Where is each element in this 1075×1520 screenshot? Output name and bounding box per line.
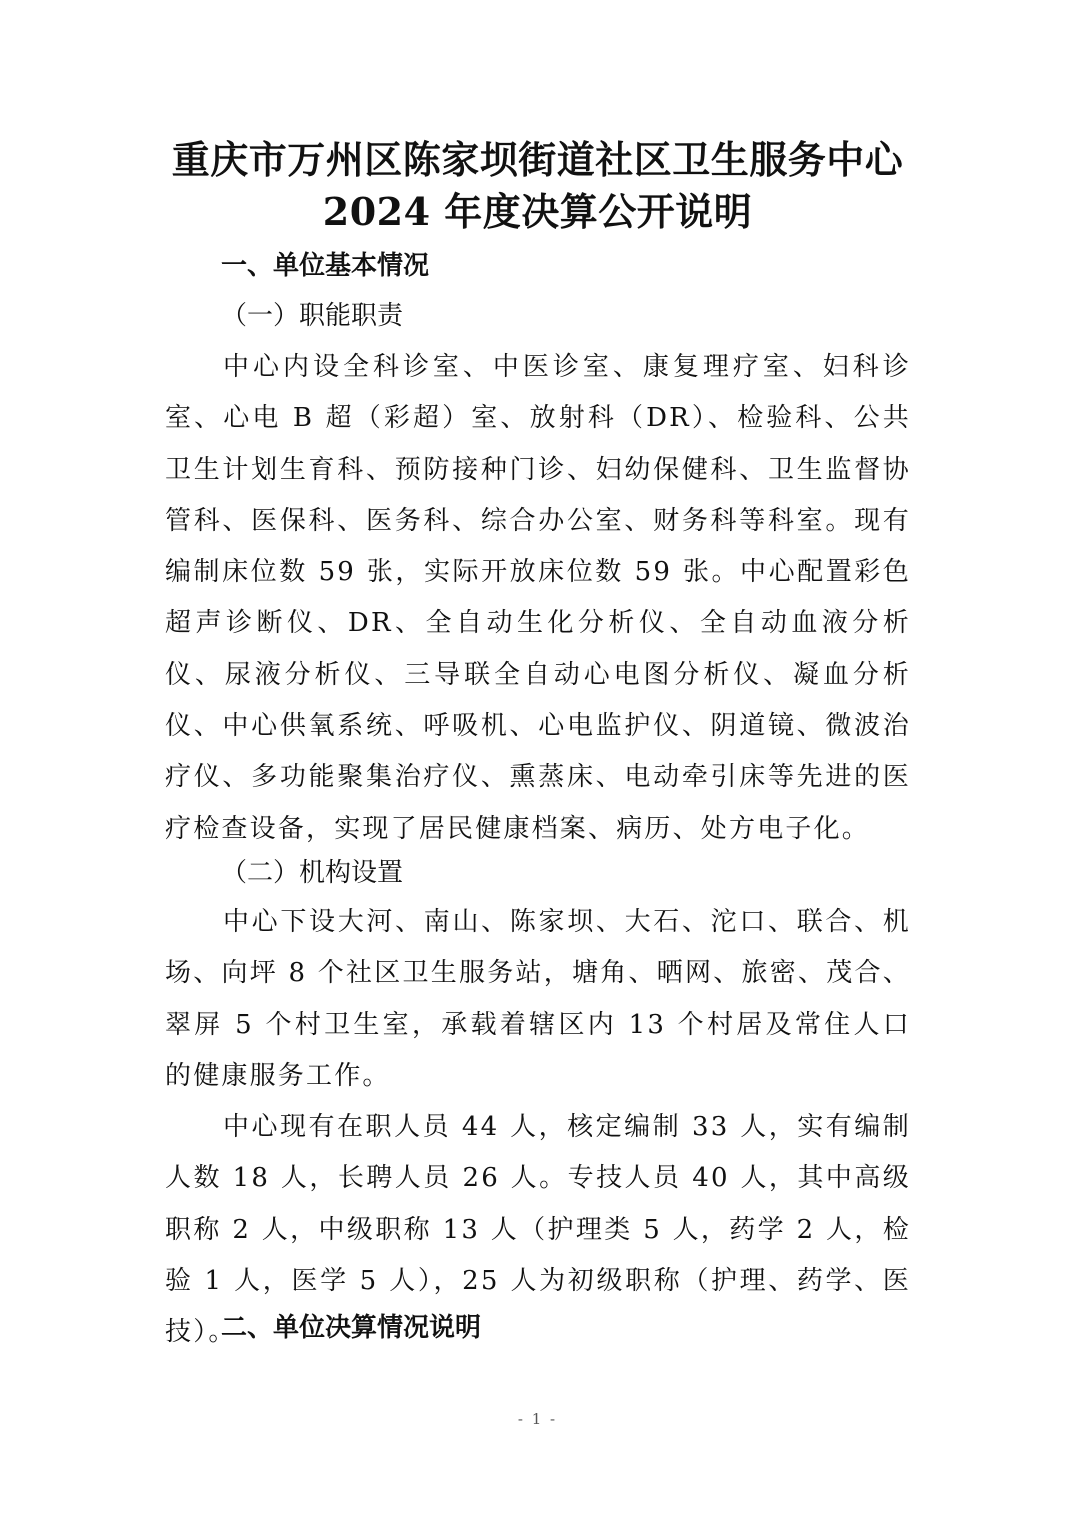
document-title-line-2: 2024 年度决算公开说明 [322, 189, 753, 234]
subsection-2-heading: （二）机构设置 [221, 858, 404, 888]
section-2-heading: 二、单位决算情况说明 [221, 1313, 482, 1343]
subsection-2-paragraph-2: 中心现有在职人员 44 人，核定编制 33 人，实有编制人数 18 人，长聘人员 26 人。专技人员 40 人，其中高级职称 2 人，中级职称 13 人（护理类 5 人，药学 2 人，检验 1 人，医学 5 人），25 人为初级职称（护理、药学、医技）。 [165, 1112, 911, 1348]
subsection-2-paragraph-1: 中心下设大河、南山、陈家坝、大石、沱口、联合、机场、向坪 8 个社区卫生服务站，塘角、晒网、旅密、茂合、翠屏 5 个村卫生室，承载着辖区内 13 个村居及常住人口的健康服务工作。 [165, 907, 911, 1091]
subsection-1-heading: （一）职能职责 [221, 301, 404, 331]
page-number: - 1 - [517, 1410, 558, 1428]
document-title-line-1: 重庆市万州区陈家坝街道社区卫生服务中心 [171, 137, 904, 182]
section-1-heading: 一、单位基本情况 [221, 251, 430, 281]
subsection-1-paragraph: 中心内设全科诊室、中医诊室、康复理疗室、妇科诊室、心电 B 超（彩超）室、放射科（DR）、检验科、公共卫生计划生育科、预防接种门诊、妇幼保健科、卫生监督协管科、医保科、医务科、综合办公室、财务科等科室。现有编制床位数 59 张，实际开放床位数 59 张。中心配置彩色超声诊断仪、DR、全自动生化分析仪、全自动血液分析仪、尿液分析仪、三导联全自动心电图分析仪、凝血分析仪、中心供氧系统、呼吸机、心电监护仪、阴道镜、微波治疗仪、多功能聚集治疗仪、熏蒸床、电动牵引床等先进的医疗检查设备，实现了居民健康档案、病历、处方电子化。 [165, 352, 911, 844]
